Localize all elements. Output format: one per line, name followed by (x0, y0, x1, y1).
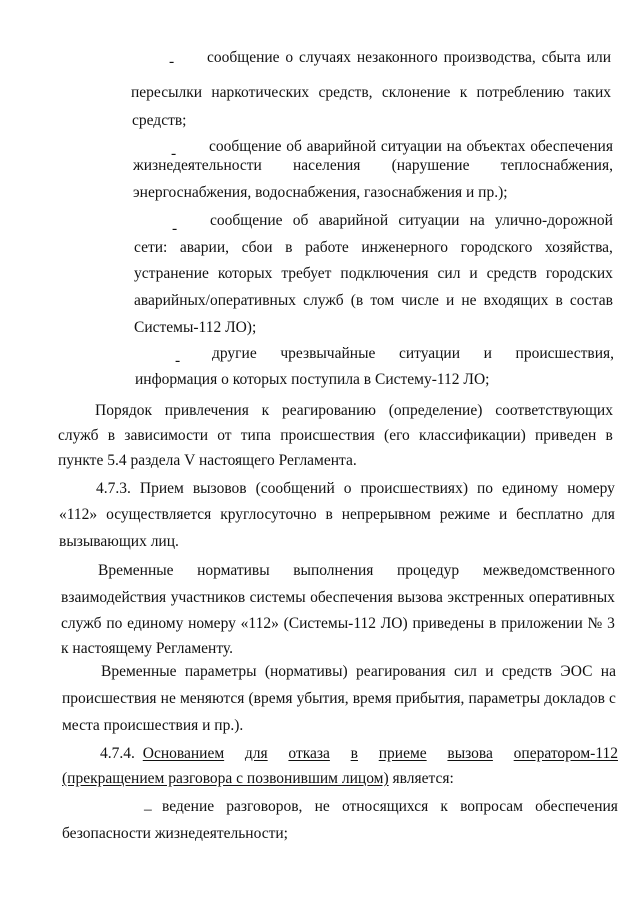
paragraph-line (62, 771, 454, 787)
word: аварии, (179, 239, 229, 256)
word: инженерного (361, 239, 449, 256)
word: номеру (188, 615, 236, 632)
word: (нарушение (391, 157, 470, 174)
clause-number: 4.7.4. (100, 745, 139, 762)
word: происшествия (280, 427, 375, 444)
word: нормативы (197, 562, 270, 579)
word: осуществляется (106, 506, 212, 523)
word: вызова (397, 589, 443, 606)
word: вызовов (192, 480, 247, 497)
word: для (244, 745, 268, 762)
word: служб (303, 292, 344, 309)
word: Временные (101, 663, 177, 680)
bullet-text-line (133, 158, 613, 174)
word: зависимости (124, 427, 209, 444)
word: сообщение (207, 49, 280, 66)
word: том (370, 292, 395, 309)
paragraph-line (96, 481, 615, 497)
word: аварийной (318, 212, 389, 229)
word: в (605, 427, 613, 444)
word: не (160, 690, 176, 707)
word: Прием (139, 480, 184, 497)
word: объектах (466, 138, 526, 155)
word: реагированию (281, 402, 376, 419)
bullet-text-line (207, 50, 611, 66)
word: в (555, 292, 563, 309)
word: пересылки (131, 84, 203, 101)
bullet-dash: - (172, 220, 178, 237)
paragraph-line (95, 403, 613, 419)
word: сообщение (209, 138, 282, 155)
word: сбои (241, 239, 273, 256)
word: средств, (318, 84, 373, 101)
word: обеспечения (310, 589, 393, 606)
word: аварийной (306, 138, 377, 155)
word: к (261, 402, 270, 419)
word: об (286, 138, 302, 155)
word: об (292, 212, 309, 229)
word: время (352, 690, 392, 707)
word: (в (350, 292, 364, 309)
word: и (445, 292, 455, 309)
word: для (592, 506, 615, 523)
paragraph-line (59, 507, 615, 523)
word: непрерывном (341, 506, 431, 523)
word: производства, (443, 49, 536, 66)
bullet-text-line: Системы-112 ЛО); (134, 319, 257, 336)
word: вызова (447, 745, 493, 762)
word: на (600, 663, 616, 680)
word: таких (573, 84, 611, 101)
word: оперативных (528, 589, 615, 606)
word: классификации) (419, 427, 526, 444)
word: вопросам (460, 798, 523, 815)
word: другие (212, 345, 257, 362)
word: «112» (240, 615, 279, 632)
paragraph-line (61, 616, 615, 632)
word: о (285, 49, 294, 66)
word: прибытия, (395, 690, 465, 707)
word: взаимодействия (61, 589, 167, 606)
bullet-text-line (210, 213, 613, 229)
word: 3 (607, 615, 615, 632)
word: отказа (288, 745, 330, 762)
word: (сообщений (255, 480, 335, 497)
underlined-heading-text: (прекращением разговора с позвонившим лицом) (62, 770, 389, 787)
bullet-text-line (134, 240, 613, 256)
word: номеру (567, 480, 615, 497)
clause-tail-text: является: (388, 770, 454, 787)
word: подключения (340, 265, 429, 282)
word: № (587, 615, 603, 632)
word: которых (217, 265, 273, 282)
word: разговоров, (226, 798, 303, 815)
word: и (469, 265, 478, 282)
word: в (107, 427, 116, 444)
word: (нормативы) (264, 663, 348, 680)
paragraph-line: пункте 5.4 раздела V настоящего Регламента. (58, 452, 357, 469)
word: с (609, 690, 616, 707)
underlined-heading-text (143, 746, 618, 762)
word: Порядок (95, 402, 152, 419)
word: жизнедеятельности (133, 157, 262, 174)
word: сообщение (210, 212, 283, 229)
word: приеме (378, 745, 427, 762)
word: аварийных/оперативных (134, 292, 296, 309)
word: относящихся (341, 798, 429, 815)
word: хозяйства, (544, 239, 613, 256)
word: происшествия, (515, 345, 614, 362)
word: в (350, 745, 358, 762)
word: круглосуточно (220, 506, 317, 523)
word: Временные (98, 562, 174, 579)
word: процедур (396, 562, 460, 579)
word: ЭОС (560, 663, 593, 680)
word: средств (486, 265, 537, 282)
bullet-dash: - (169, 53, 175, 70)
word: чрезвычайные (280, 345, 376, 362)
paragraph-line (62, 691, 616, 707)
word: работе (305, 239, 349, 256)
paragraph-line (98, 563, 615, 579)
paragraph-line (58, 428, 613, 444)
bullet-text-line (162, 799, 618, 815)
word: «112» (59, 506, 98, 523)
bullet-dash: - (171, 145, 177, 162)
word: единому (502, 480, 559, 497)
word: параметры (468, 690, 541, 707)
word: числе (401, 292, 439, 309)
word: 4.7.3. (96, 480, 131, 497)
paragraph-line (101, 664, 616, 680)
paragraph-line: места происшествия и пр.). (62, 717, 244, 734)
bullet-text-line (134, 266, 613, 282)
word: входящих (483, 292, 549, 309)
word: Основанием (142, 745, 225, 762)
bullet-dash: – (144, 801, 152, 818)
word: сбыта (541, 49, 581, 66)
word: на (469, 212, 485, 229)
word: средств (501, 663, 552, 680)
word: (его (384, 427, 410, 444)
word: приведен (535, 427, 597, 444)
word: и (485, 663, 494, 680)
word: убытия, (296, 690, 349, 707)
word: параметры (184, 663, 257, 680)
word: о (343, 480, 352, 497)
word: служб (61, 615, 102, 632)
word: ЛО) (380, 615, 408, 632)
bullet-text-line: безопасности жизнедеятельности; (62, 825, 288, 842)
word: склонение (381, 84, 451, 101)
word: выполнения (293, 562, 374, 579)
paragraph-line (61, 590, 615, 606)
bullet-dash: - (175, 352, 181, 369)
word: ситуации (380, 138, 442, 155)
word: состав (569, 292, 613, 309)
paragraph-line: вызывающих лиц. (59, 533, 179, 550)
word: (определение) (388, 402, 483, 419)
bullet-text-line: средств; (132, 112, 187, 129)
word: не (461, 292, 477, 309)
word: системы (249, 589, 306, 606)
word: ведение (162, 798, 215, 815)
word: по (476, 480, 494, 497)
bullet-text-line (212, 346, 614, 362)
word: по (106, 615, 123, 632)
word: меняются (179, 690, 245, 707)
word: или (586, 49, 611, 66)
word: межведомственного (482, 562, 615, 579)
word: типа (240, 427, 272, 444)
word: городского (460, 239, 533, 256)
word: от (217, 427, 232, 444)
word: сети: (134, 239, 168, 256)
word: приведены (412, 615, 485, 632)
word: и (498, 506, 508, 523)
word: на (446, 138, 462, 155)
word: режиме (439, 506, 491, 523)
word: потреблению (476, 84, 565, 101)
word: не (314, 798, 330, 815)
paragraph-line: к настоящему Регламенту. (61, 640, 233, 657)
word: к (459, 84, 468, 101)
word: теплоснабжения, (500, 157, 613, 174)
word: обеспечения (530, 138, 613, 155)
word: требует (281, 265, 332, 282)
word: приложении (501, 615, 583, 632)
bullet-text-line (131, 85, 611, 101)
bullet-text-line: энергоснабжения, водоснабжения, газоснабжения и пр.); (133, 184, 508, 201)
word: случаях (299, 49, 351, 66)
word: соответствующих (495, 402, 613, 419)
word: устранение (134, 265, 209, 282)
word: оператором-112 (513, 745, 618, 762)
bullet-text-line: информация о которых поступила в Систему-112 ЛО; (135, 371, 490, 388)
word: служб (58, 427, 99, 444)
word: сил (437, 265, 461, 282)
word: происшествия (62, 690, 157, 707)
word: к (440, 798, 448, 815)
paragraph-line (100, 746, 618, 762)
word: экстренных (447, 589, 525, 606)
word: бесплатно (516, 506, 584, 523)
word: ситуации (398, 212, 460, 229)
word: (Системы-112 (283, 615, 376, 632)
word: происшествиях) (360, 480, 468, 497)
bullet-text-line (209, 139, 613, 155)
word: привлечения (164, 402, 249, 419)
word: городских (545, 265, 613, 282)
word: улично-дорожной (495, 212, 613, 229)
bullet-text-line (134, 293, 613, 309)
word: сил (453, 663, 477, 680)
word: в (488, 615, 497, 632)
word: в (325, 506, 333, 523)
word: незаконного (356, 49, 438, 66)
word: (время (248, 690, 293, 707)
word: участников (170, 589, 246, 606)
word: единому (127, 615, 184, 632)
word: в (285, 239, 293, 256)
word: и (483, 345, 492, 362)
word: докладов (544, 690, 605, 707)
word: обеспечения (535, 798, 618, 815)
word: ситуации (398, 345, 461, 362)
word: реагирования (356, 663, 446, 680)
word: населения (292, 157, 361, 174)
word: наркотических (211, 84, 310, 101)
